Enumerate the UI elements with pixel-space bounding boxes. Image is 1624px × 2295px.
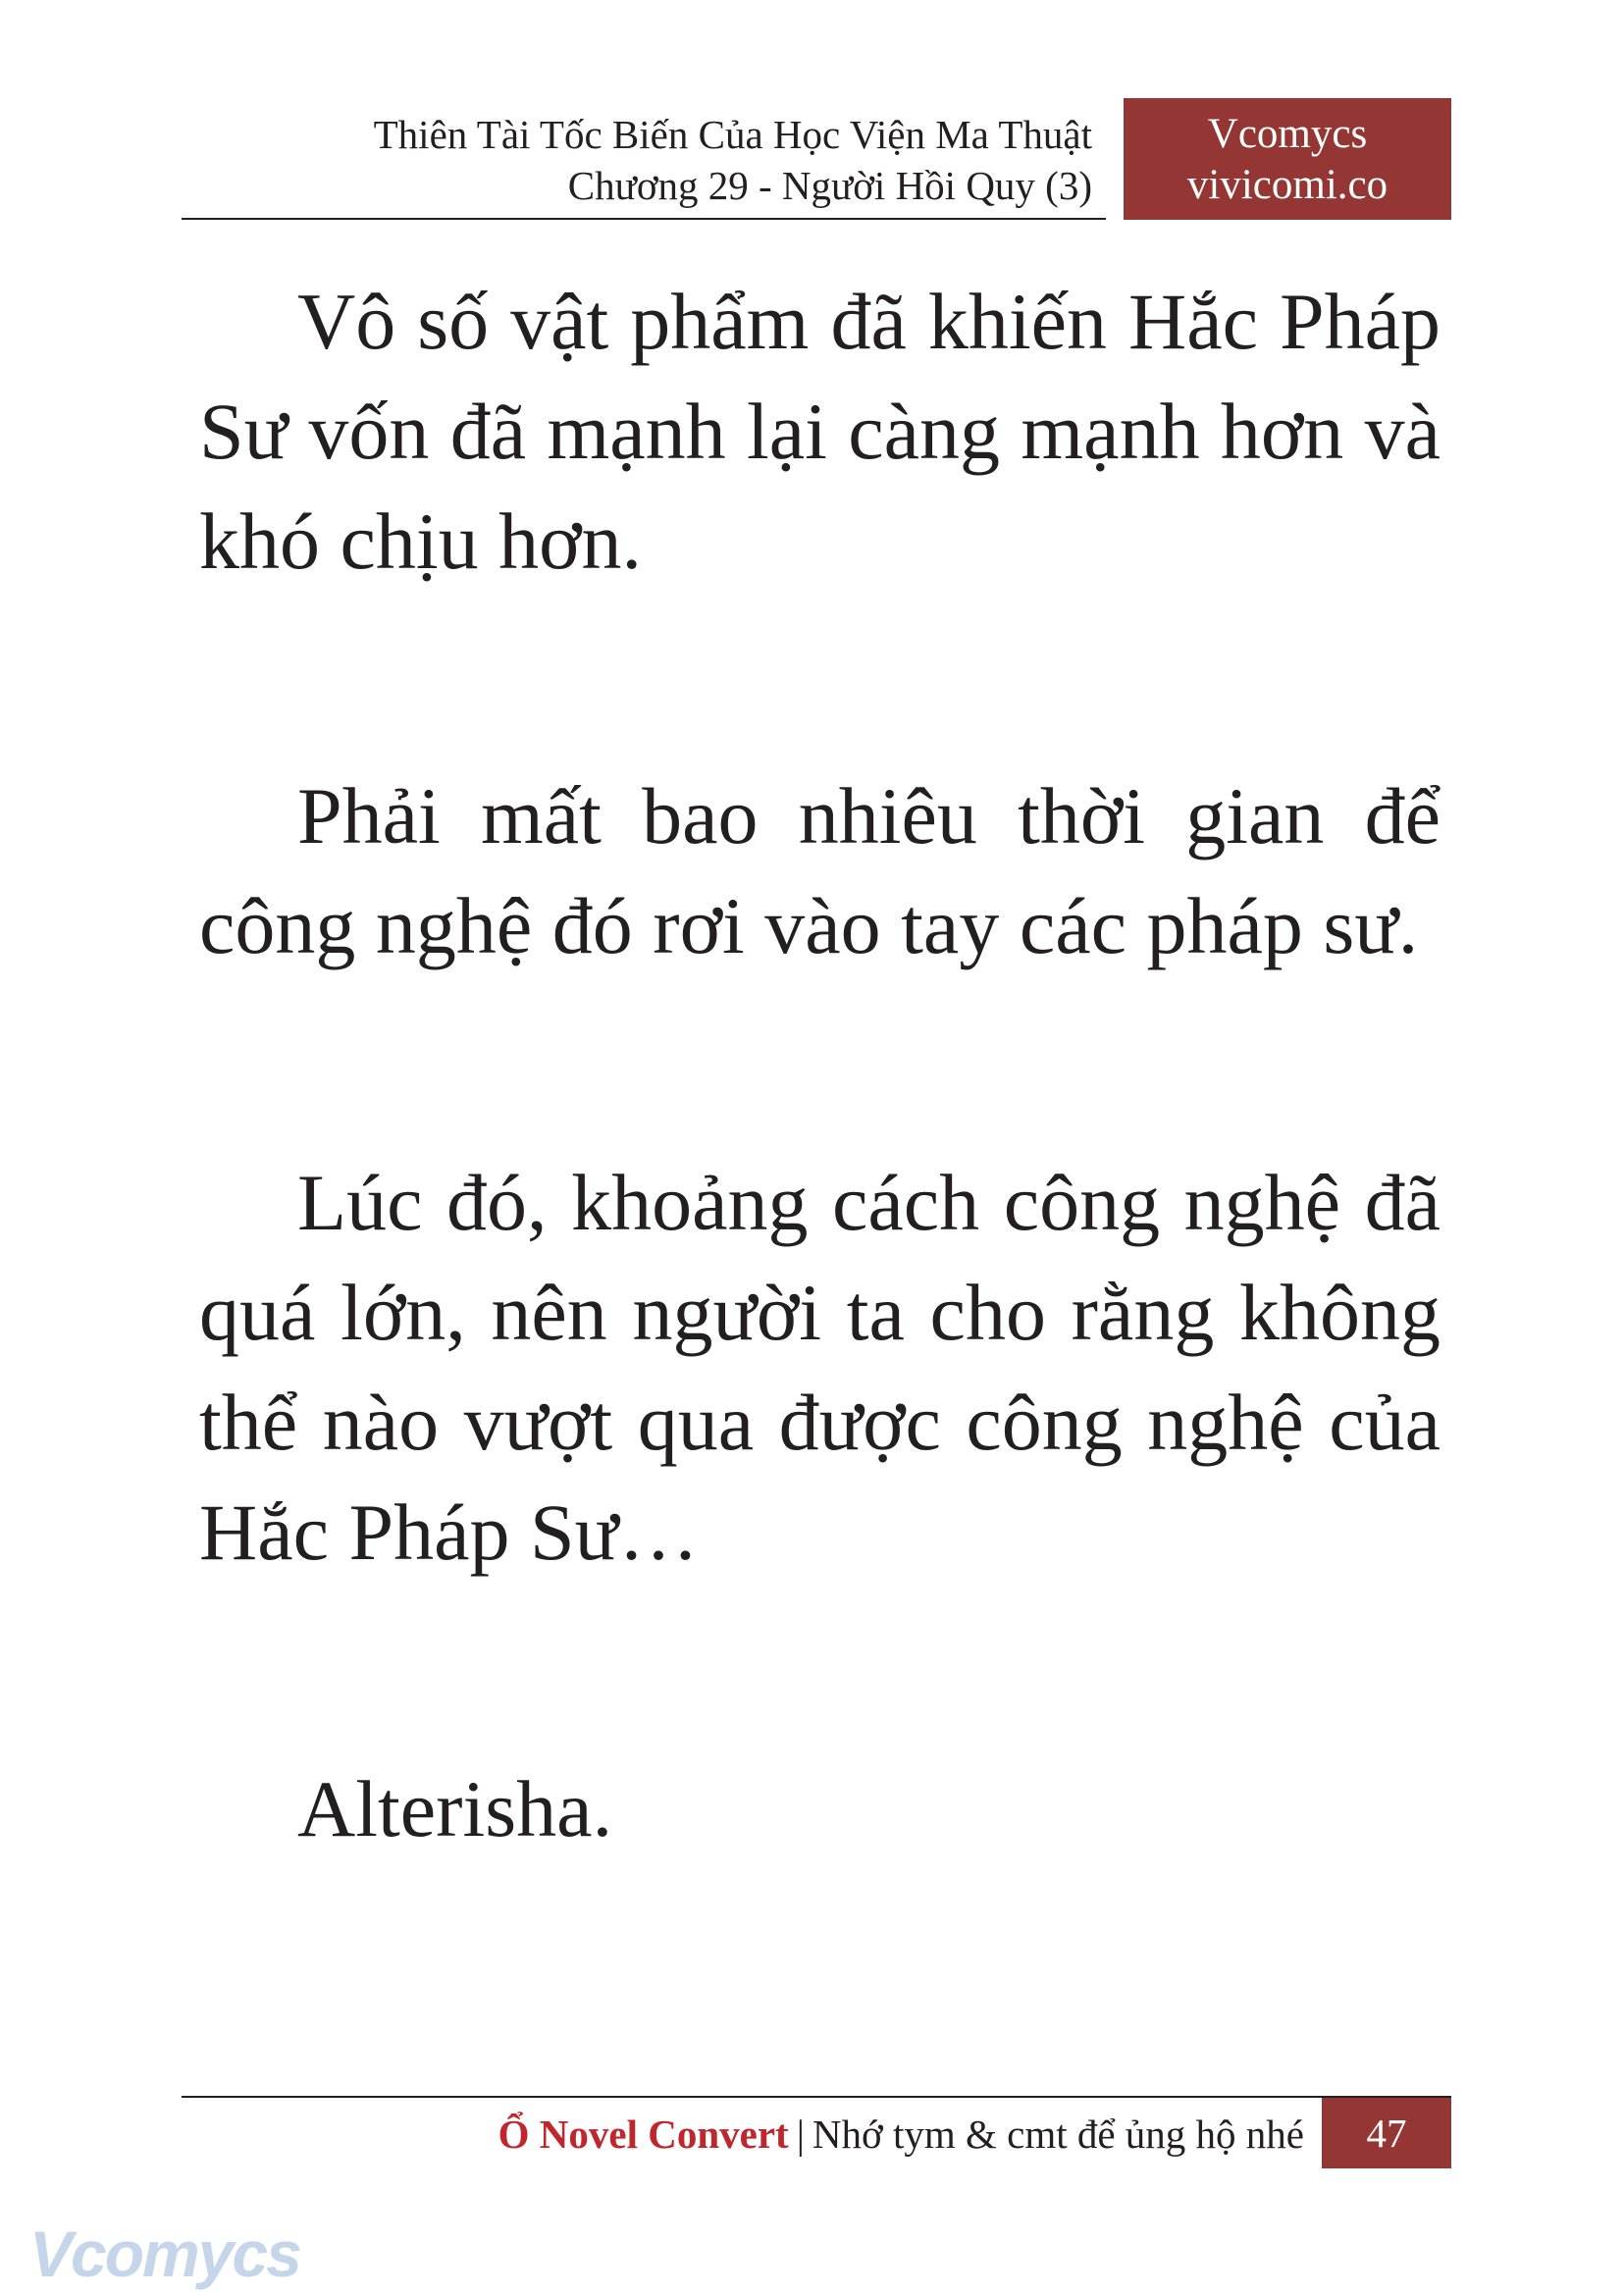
header-titles [182,98,1106,220]
header-divider [182,218,1106,220]
paragraph: Phải mất bao nhiêu thời gian để công nghệ đó rơi vào tay các pháp sư. [199,771,1441,970]
footer-brand: Ổ Novel Convert [498,2112,789,2157]
footer-message: Nhớ tym & cmt để ủng hộ nhé [812,2112,1304,2157]
page-number: 47 [1322,2098,1451,2168]
page-header [182,98,1451,220]
page-footer [182,2096,1451,2168]
chapter-title: Chương 29 - Người Hồi Quy (3) [567,163,1092,208]
footer-divider [182,2096,1451,2098]
book-title: Thiên Tài Tốc Biến Của Học Viện Ma Thuật [373,112,1092,157]
brand-name: Vcomycs [1207,111,1368,157]
paragraph: Lúc đó, khoảng cách công nghệ đã quá lớn, nên người ta cho rằng không thể nào vượt qua được công nghệ của Hắc Pháp Sư… [199,1158,1441,1577]
paragraph: Vô số vật phẩm đã khiến Hắc Pháp Sư vốn đã mạnh lại càng mạnh hơn và khó chịu hơn. [199,277,1441,586]
brand-site: vivicomi.co [1186,162,1388,208]
watermark-logo: Vcomycs [29,2217,300,2290]
brand-badge [1124,98,1451,220]
paragraph: Alterisha. [297,1764,613,1853]
footer-separator: | [796,2112,805,2157]
footer-credit [498,2108,1304,2161]
